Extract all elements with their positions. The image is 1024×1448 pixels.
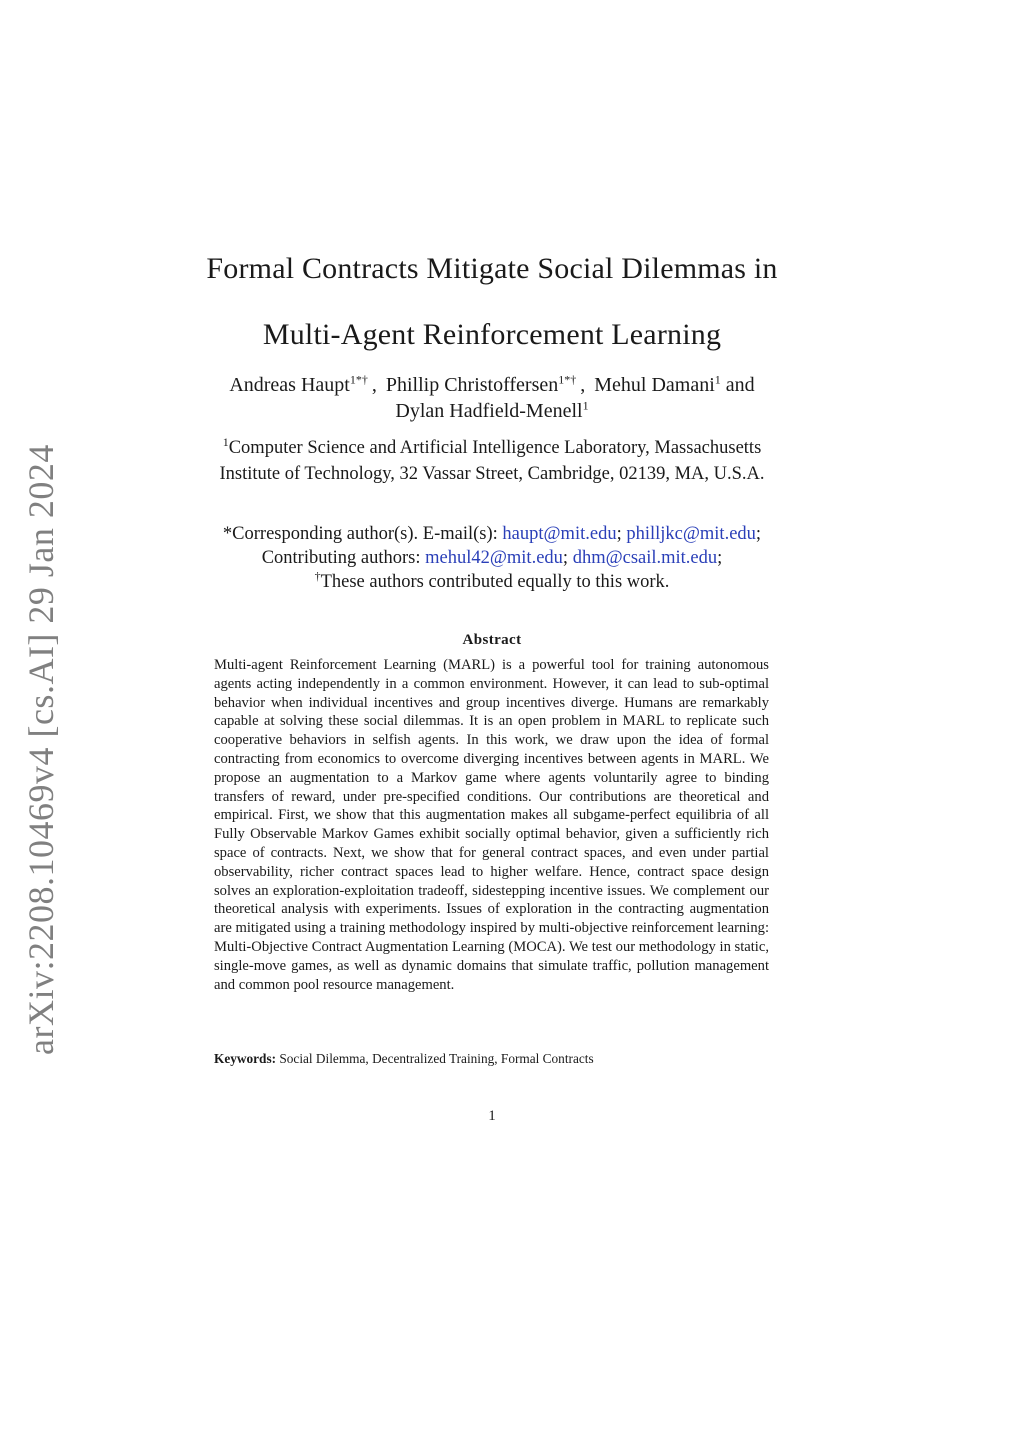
equal-contribution-note: These authors contributed equally to this work. (320, 572, 670, 592)
title-line-2: Multi-Agent Reinforcement Learning (262, 318, 722, 351)
author-name: Phillip Christoffersen (385, 374, 559, 396)
author-name: Dylan Hadfield-Menell (395, 400, 583, 422)
contributing-label: Contributing authors: (261, 548, 421, 568)
affiliation-line-2: Institute of Technology, 32 Vassar Street, Cambridge, 02139, MA, U.S.A. (219, 464, 765, 484)
authors-conjunction: and (725, 374, 755, 396)
email-link[interactable]: haupt@mit.edu (502, 524, 617, 544)
abstract-heading: Abstract (462, 632, 522, 648)
paper-title (0, 236, 984, 368)
page-number: 1 (488, 1108, 496, 1124)
author-name: Andreas Haupt (229, 374, 350, 396)
author-list: Andreas Haupt$^{1*\dagger}$ , Phillip Christoffersen$^{1*\dagger}$ , Mehul Damani$^1$ and Dylan Hadfield-Menell$^1$ (229, 372, 755, 422)
author-marks: 1 (714, 372, 721, 387)
corresponding-label: *Corresponding author(s). E-mail(s): (222, 524, 498, 544)
author-marks: 1*† (558, 372, 577, 387)
title-line-1: Formal Contracts Mitigate Social Dilemmas in (206, 252, 778, 285)
email-link[interactable]: philljkc@mit.edu (626, 524, 756, 544)
email-link[interactable]: mehul42@mit.edu (425, 548, 563, 568)
affiliation-mark: 1 (222, 434, 229, 449)
author-marks: 1*† (349, 372, 368, 387)
author-name: Mehul Damani (594, 374, 715, 396)
keywords (214, 1050, 774, 1068)
email-link[interactable]: dhm@csail.mit.edu (572, 548, 718, 568)
correspondence-block: *Corresponding author(s). E-mail(s): haupt@mit.edu; philljkc@mit.edu; Contributing authors: mehul42@mit.edu; dhm@csail.mit.edu; †These authors contributed equally to this work. (222, 524, 762, 592)
equal-contribution-mark: † (314, 568, 321, 583)
keywords-text: Social Dilemma, Decentralized Training, Formal Contracts (279, 1051, 594, 1066)
affiliation (0, 435, 984, 487)
affiliation-line-1: Computer Science and Artificial Intelligence Laboratory, Massachusetts (228, 438, 762, 458)
keywords-label: Keywords: (214, 1051, 277, 1066)
arxiv-identifier-stamp: arXiv:2208.10469v4 [cs.AI] 29 Jan 2024 (21, 444, 61, 1055)
author-marks: 1 (582, 398, 589, 413)
abstract-text: Multi-agent Reinforcement Learning (MARL) is a powerful tool for training autonomous agents acting independently in a common environment. However, it can lead to sub-optimal behavior when individual incentives and group incentives diverge. Humans are remarkably capable at solving these social dilemmas. It is an open problem in MARL to replicate such cooperative behaviors in selfish agents. In this work, we draw upon the idea of formal contracting from economics to overcome diverging incentives between agents in MARL. We propose an augmentation to a Markov game where agents voluntarily agree to binding transfers of reward, under pre-specified conditions. Our contributions are theoretical and empirical. First, we show that this augmentation makes all subgame-perfect equilibria of all Fully Observable Markov Games exhibit socially optimal behavior, given a sufficiently rich space of contracts. Next, we show that for general contract spaces, and even under partial observability, richer contract spaces lead to higher welfare. Hence, contract space design solves an exploration-exploitation tradeoff, sidestepping incentive issues. We complement our theoretical analysis with experiments. Issues of exploration in the contracting augmentation are mitigated using a training methodology inspired by multi-objective reinforcement learning: Multi-Objective Contract Augmentation Learning (MOCA). We test our methodology in static, single-move games, as well as dynamic domains that simulate traffic, pollution management and common pool resource management. (214, 657, 769, 993)
